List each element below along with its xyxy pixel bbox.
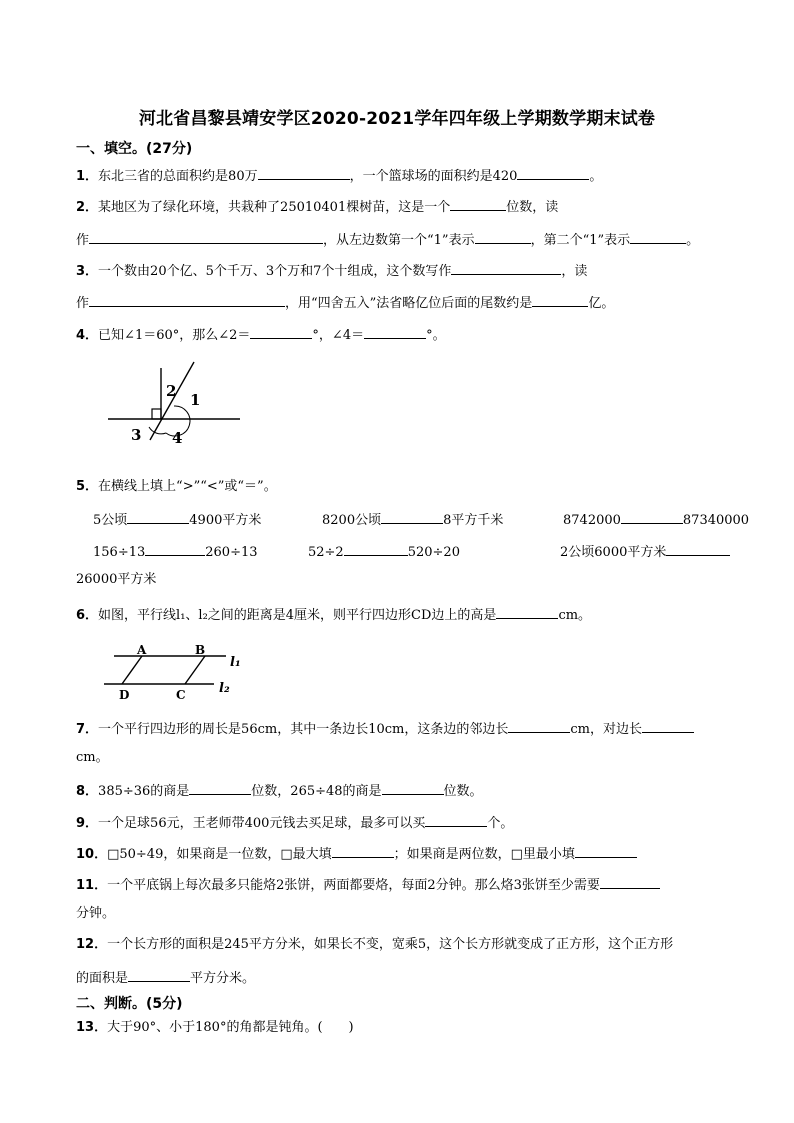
answer-blank[interactable] xyxy=(621,509,683,524)
question-number: 8． xyxy=(76,784,99,799)
question-7-cont: cm。 xyxy=(76,750,109,765)
compare-item: 52÷2 520÷20 xyxy=(308,541,460,562)
answer-blank[interactable] xyxy=(89,292,285,307)
angle-label-3: 3 xyxy=(131,426,142,444)
angle-label-4: 4 xyxy=(172,429,183,447)
answer-blank[interactable] xyxy=(332,843,394,858)
answer-blank[interactable] xyxy=(508,718,570,733)
vertex-label-a: A xyxy=(137,643,147,657)
question-number: 9． xyxy=(76,816,99,831)
question-number: 3． xyxy=(76,264,99,279)
line-label-l2: l₂ xyxy=(219,681,230,696)
right-angle-mark xyxy=(152,409,161,419)
answer-blank[interactable] xyxy=(364,324,426,339)
compare-item: 156÷13 260÷13 xyxy=(93,541,258,562)
question-2: 2．某地区为了绿化环境，共栽种了25010401棵树苗，这是一个 位数，读 xyxy=(76,196,558,217)
question-number: 4． xyxy=(76,328,99,343)
question-11-cont: 分钟。 xyxy=(76,906,116,921)
question-12-cont: 的面积是 平方分米。 xyxy=(76,967,255,988)
question-1: 1．东北三省的总面积约是80万 ，一个篮球场的面积约是420 。 xyxy=(76,165,602,186)
question-number: 2． xyxy=(76,200,99,215)
question-number: 12． xyxy=(76,937,108,952)
question-number: 10． xyxy=(76,847,108,862)
answer-blank[interactable] xyxy=(451,260,561,275)
answer-blank[interactable] xyxy=(127,509,189,524)
vertex-label-b: B xyxy=(195,643,206,657)
section-fill-heading: 一、填空。(27分) xyxy=(76,141,193,157)
answer-blank[interactable] xyxy=(642,718,694,733)
question-2-cont: 作 ，从左边数第一个“1”表示 ，第二个“1”表示 。 xyxy=(76,229,699,250)
answer-blank[interactable] xyxy=(381,509,443,524)
page-title: 河北省昌黎县靖安学区2020-2021学年四年级上学期数学期末试卷 xyxy=(138,109,656,129)
parallelogram-figure xyxy=(100,640,260,706)
question-6: 6．如图，平行线l₁、l₂之间的距离是4厘米，则平行四边形CD边上的高是 cm。 xyxy=(76,604,591,625)
compare-item: 5公顷 4900平方米 xyxy=(93,509,261,530)
question-13: 13．大于90°、小于180°的角都是钝角。( ) xyxy=(76,1020,354,1035)
edge-AD xyxy=(122,656,142,684)
question-number: 5． xyxy=(76,479,99,494)
answer-blank[interactable] xyxy=(344,541,408,556)
angle-label-1: 1 xyxy=(190,391,201,409)
edge-BC xyxy=(185,656,205,684)
vertex-label-d: D xyxy=(119,688,130,702)
answer-blank[interactable] xyxy=(258,165,350,180)
question-11: 11．一个平底锅上每次最多只能烙2张饼，两面都要烙，每面2分钟。那么烙3张饼至少需要 xyxy=(76,874,660,895)
question-8: 8．385÷36的商是 位数，265÷48的商是 位数。 xyxy=(76,780,483,801)
question-number: 11． xyxy=(76,878,108,893)
answer-blank[interactable] xyxy=(250,324,312,339)
vertex-label-c: C xyxy=(176,688,186,702)
angle-figure xyxy=(100,360,250,450)
answer-blank[interactable] xyxy=(382,780,444,795)
question-10: 10．□50÷49，如果商是一位数，□最大填 ；如果商是两位数，□里最小填 xyxy=(76,843,637,864)
answer-blank[interactable] xyxy=(666,541,730,556)
answer-blank[interactable] xyxy=(517,165,589,180)
question-number: 1． xyxy=(76,169,99,184)
answer-blank[interactable] xyxy=(89,229,323,244)
answer-blank[interactable] xyxy=(630,229,686,244)
question-4: 4．已知∠1＝60°，那么∠2＝ °，∠4＝ °。 xyxy=(76,324,446,345)
question-number: 7． xyxy=(76,722,99,737)
answer-blank[interactable] xyxy=(450,196,506,211)
compare-item: 8742000 87340000 xyxy=(563,509,749,530)
answer-blank[interactable] xyxy=(475,229,531,244)
line-label-l1: l₁ xyxy=(230,655,241,670)
question-3: 3．一个数由20个亿、5个千万、3个万和7个十组成，这个数写作 ，读 xyxy=(76,260,587,281)
section-judge-heading: 二、判断。(5分) xyxy=(76,996,183,1012)
question-number: 13． xyxy=(76,1020,108,1035)
answer-blank[interactable] xyxy=(145,541,205,556)
angle-label-2: 2 xyxy=(166,382,177,400)
answer-blank[interactable] xyxy=(532,292,588,307)
answer-blank[interactable] xyxy=(575,843,637,858)
question-9: 9．一个足球56元，王老师带400元钱去买足球，最多可以买 个。 xyxy=(76,812,513,833)
compare-item-wrap: 26000平方米 xyxy=(76,572,157,587)
question-3-cont: 作 ，用“四舍五入”法省略亿位后面的尾数约是 亿。 xyxy=(76,292,614,313)
question-12: 12．一个长方形的面积是245平方分米，如果长不变，宽乘5，这个长方形就变成了正方形，这个正方形 xyxy=(76,937,674,952)
answer-blank[interactable] xyxy=(425,812,487,827)
answer-blank[interactable] xyxy=(128,967,190,982)
compare-item: 2公顷6000平方米 xyxy=(560,541,730,562)
answer-blank[interactable] xyxy=(600,874,660,889)
answer-blank[interactable] xyxy=(189,780,251,795)
question-number: 6． xyxy=(76,608,99,623)
compare-item: 8200公顷 8平方千米 xyxy=(322,509,503,530)
answer-blank[interactable] xyxy=(496,604,558,619)
question-5: 5．在横线上填上“>”“<”或“＝”。 xyxy=(76,479,277,494)
question-7: 7．一个平行四边形的周长是56cm，其中一条边长10cm，这条边的邻边长 cm，对边长 xyxy=(76,718,694,739)
